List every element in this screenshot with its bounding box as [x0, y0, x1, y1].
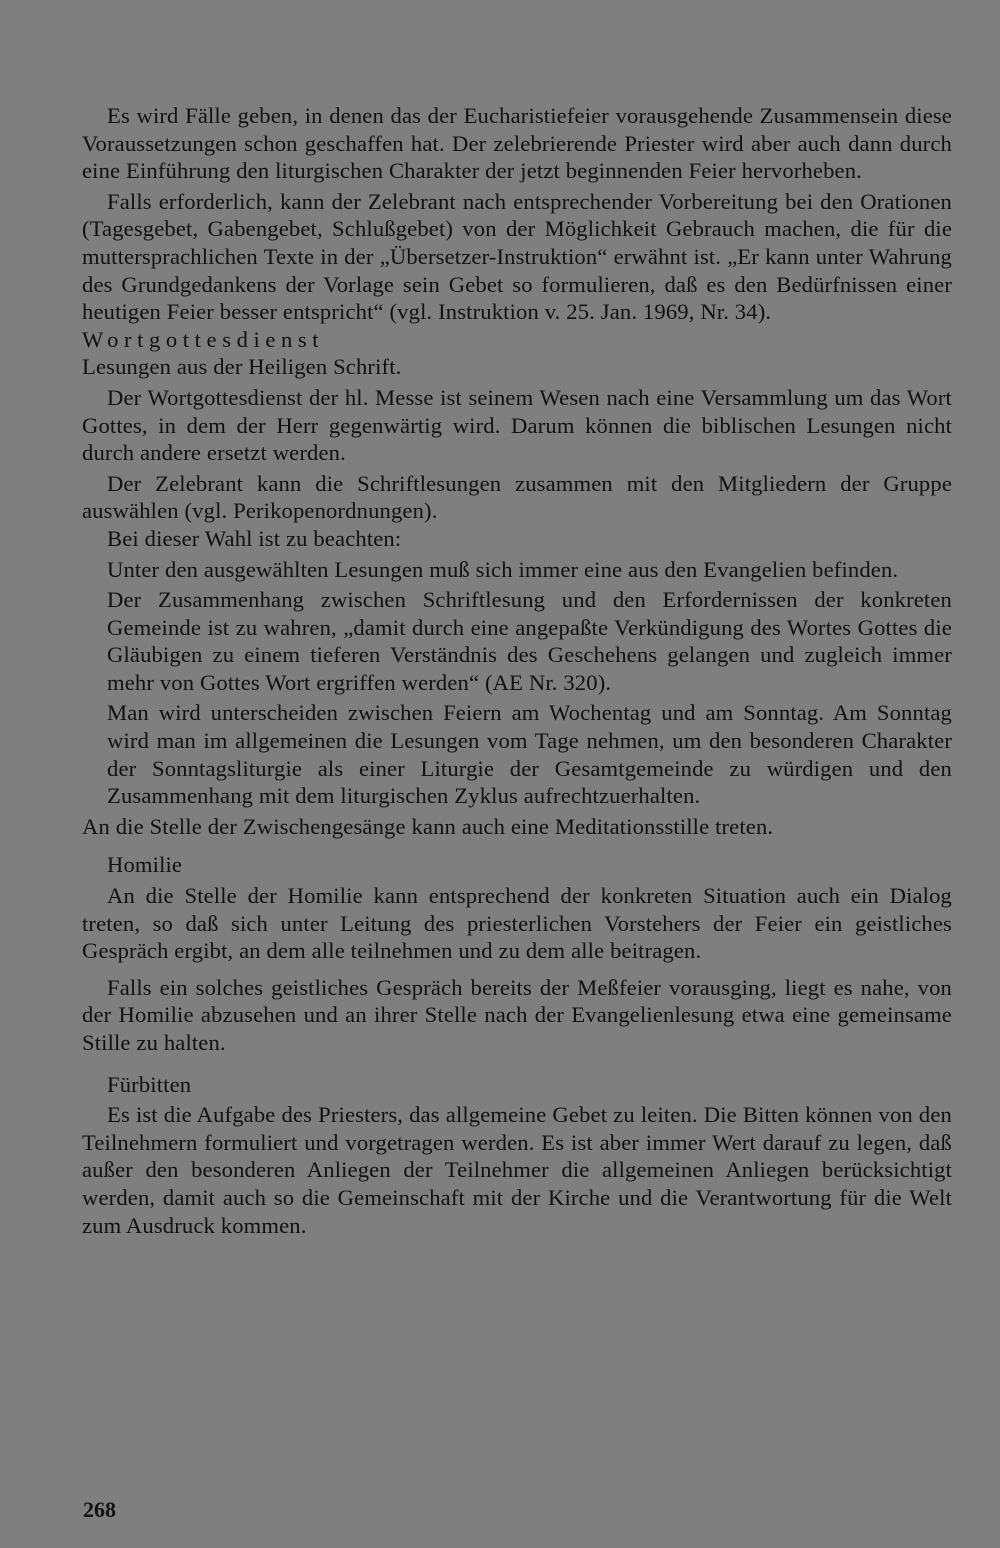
subheading: Lesungen aus der Heiligen Schrift.	[82, 354, 402, 380]
page-number: 268	[83, 1497, 116, 1522]
paragraph: Bei dieser Wahl ist zu beachten:	[107, 525, 402, 551]
paragraph: Falls ein solches geistliches Gespräch bereits der Meßfeier vorausging, liegt es nahe, von der Homilie abzusehen und an ihrer Stelle nach der Evangelienlesung etwa eine gemeinsame Stille zu halten.	[82, 974, 952, 1055]
paragraph: Es ist die Aufgabe des Priesters, das allgemeine Gebet zu leiten. Die Bitten können von den Teilnehmern formuliert und vorgetragen werden. Es ist aber immer Wert darauf zu legen, daß außer den besonderen Anliegen der Teilnehmer die allgemeinen Anliegen berücksichtigt werden, damit auch so die Gemeinschaft mit der Kirche und die Verantwortung für die Welt zum Ausdruck kommen.	[82, 1102, 952, 1238]
paragraph: Falls erforderlich, kann der Zelebrant nach entsprechender Vorbereitung bei den Orationen (Tagesgebet, Gabengebet, Schlußgebet) von der Möglichkeit Gebrauch machen, die für die muttersprachlichen Texte in der „Übersetzer-Instruktion“ erwähnt ist. „Er kann unter Wahrung des Grundgedankens der Vorlage sein Gebet so formulieren, daß es den Bedürfnissen einer heutigen Feier besser entspricht“ (vgl. Instruktion v. 25. Jan. 1969, Nr. 34).	[82, 188, 952, 325]
paragraph: Der Wortgottesdienst der hl. Messe ist seinem Wesen nach eine Versammlung um das Wort Gottes, in dem der Herr gegenwärtig wird. Darum können die biblischen Lesungen nicht durch andere ersetzt werden.	[82, 384, 952, 466]
paragraph: Der Zelebrant kann die Schriftlesungen zusammen mit den Mitgliedern der Gruppe auswählen (vgl. Perikopenordnungen).	[82, 470, 952, 524]
section-heading: Wortgottesdienst	[82, 326, 325, 352]
paragraph: An die Stelle der Homilie kann entsprechend der konkreten Situation auch ein Dialog treten, so daß sich unter Leitung des priesterlichen Vorstehers der Feier ein geistliches Gespräch ergibt, an dem alle teilnehmen und zu dem alle beitragen.	[82, 883, 952, 964]
paragraph: Unter den ausgewählten Lesungen muß sich immer eine aus den Evangelien befinden.	[107, 556, 899, 582]
paragraph: Es wird Fälle geben, in denen das der Eucharistiefeier vorausgehende Zusammensein diese Voraussetzungen schon geschaffen hat. Der zelebrierende Priester wird aber auch dann durch eine Einführung den liturgischen Charakter der jetzt beginnenden Feier hervorheben.	[82, 103, 952, 184]
section-heading: Homilie	[107, 852, 183, 878]
section-heading: Fürbitten	[107, 1071, 192, 1097]
paragraph: Der Zusammenhang zwischen Schriftlesung und den Erfordernissen der konkreten Gemeinde ist zu wahren, „damit durch eine angepaßte Verkündigung des Wortes Gottes die Gläubigen zu einem tieferen Verständnis des Geschehens gelangen und zugleich immer mehr von Gottes Wort ergriffen werden“ (AE Nr. 320).	[107, 587, 952, 695]
paragraph: Man wird unterscheiden zwischen Feiern am Wochentag und am Sonntag. Am Sonntag wird man im allgemeinen die Lesungen vom Tage nehmen, um den besonderen Charakter der Sonntagsliturgie als einer Liturgie der Gesamtgemeinde zu würdigen und den Zusammenhang mit dem liturgischen Zyklus aufrechtzuerhalten.	[107, 700, 952, 809]
body-text	[82, 102, 952, 1239]
paragraph: An die Stelle der Zwischengesänge kann auch eine Meditationsstille treten.	[82, 813, 774, 839]
